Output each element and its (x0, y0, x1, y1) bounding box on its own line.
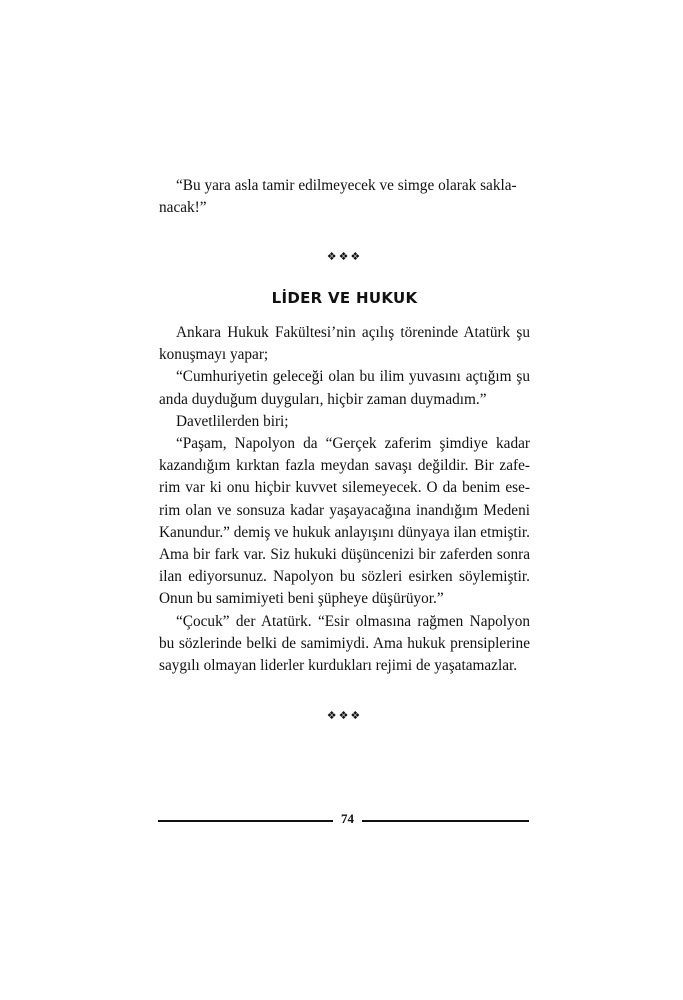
page-number: 74 (341, 811, 354, 826)
quote-line-1: “Bu yara asla tamir edilmeyecek ve simge olarak sakla- (176, 177, 517, 194)
paragraph: “Paşam, Napolyon da “Gerçek zaferim şimdiye kadar kazandığım kırktan fazla meydan savaşı değildir. Bir zaferim var ki onu hiçbir kuvvet silemeyecek. O da benim eserim olan ve sonsuza kadar yaşayacağına inandığım Medeni Kanundur.” demiş ve hukuk anlayışını dünyaya ilan etmiştir. Ama bir fark var. Siz hukuki düşüncenizi bir zaferden sonra ilan ediyorsunuz. Napolyon bu sözleri esirken söylemiştir. Onun bu samimiyeti beni şüpheye düşürüyor.” (159, 435, 530, 608)
footer-rule-left (158, 820, 333, 822)
paragraph: Davetlilerden biri; (176, 412, 289, 430)
quote-line-2: nacak!” (159, 199, 207, 217)
section-heading: LİDER VE HUKUK (271, 289, 418, 307)
quote-continuation (159, 175, 530, 219)
end-divider-ornament: ❖❖❖ (326, 709, 363, 722)
paragraph: Ankara Hukuk Fakültesi’nin açılış töreninde Atatürk şu konuşmayı yapar; (159, 324, 530, 364)
quote-paragraph (159, 175, 530, 219)
section-divider-ornament: ❖❖❖ (326, 250, 363, 263)
section-body (159, 322, 530, 677)
paragraph: “Cumhuriyetin geleceği olan bu ilim yuvasını açtığım şu anda duyduğum duyguları, hiçbir zaman duymadım.” (159, 368, 530, 408)
footer-rule-right (362, 820, 529, 822)
paragraph: “Çocuk” der Atatürk. “Esir olmasına rağmen Napolyon bu sözlerinde belki de samimiydi. Ama hukuk prensiplerine saygılı olmayan liderler kurdukları rejimi de yaşatamazlar. (159, 612, 530, 675)
